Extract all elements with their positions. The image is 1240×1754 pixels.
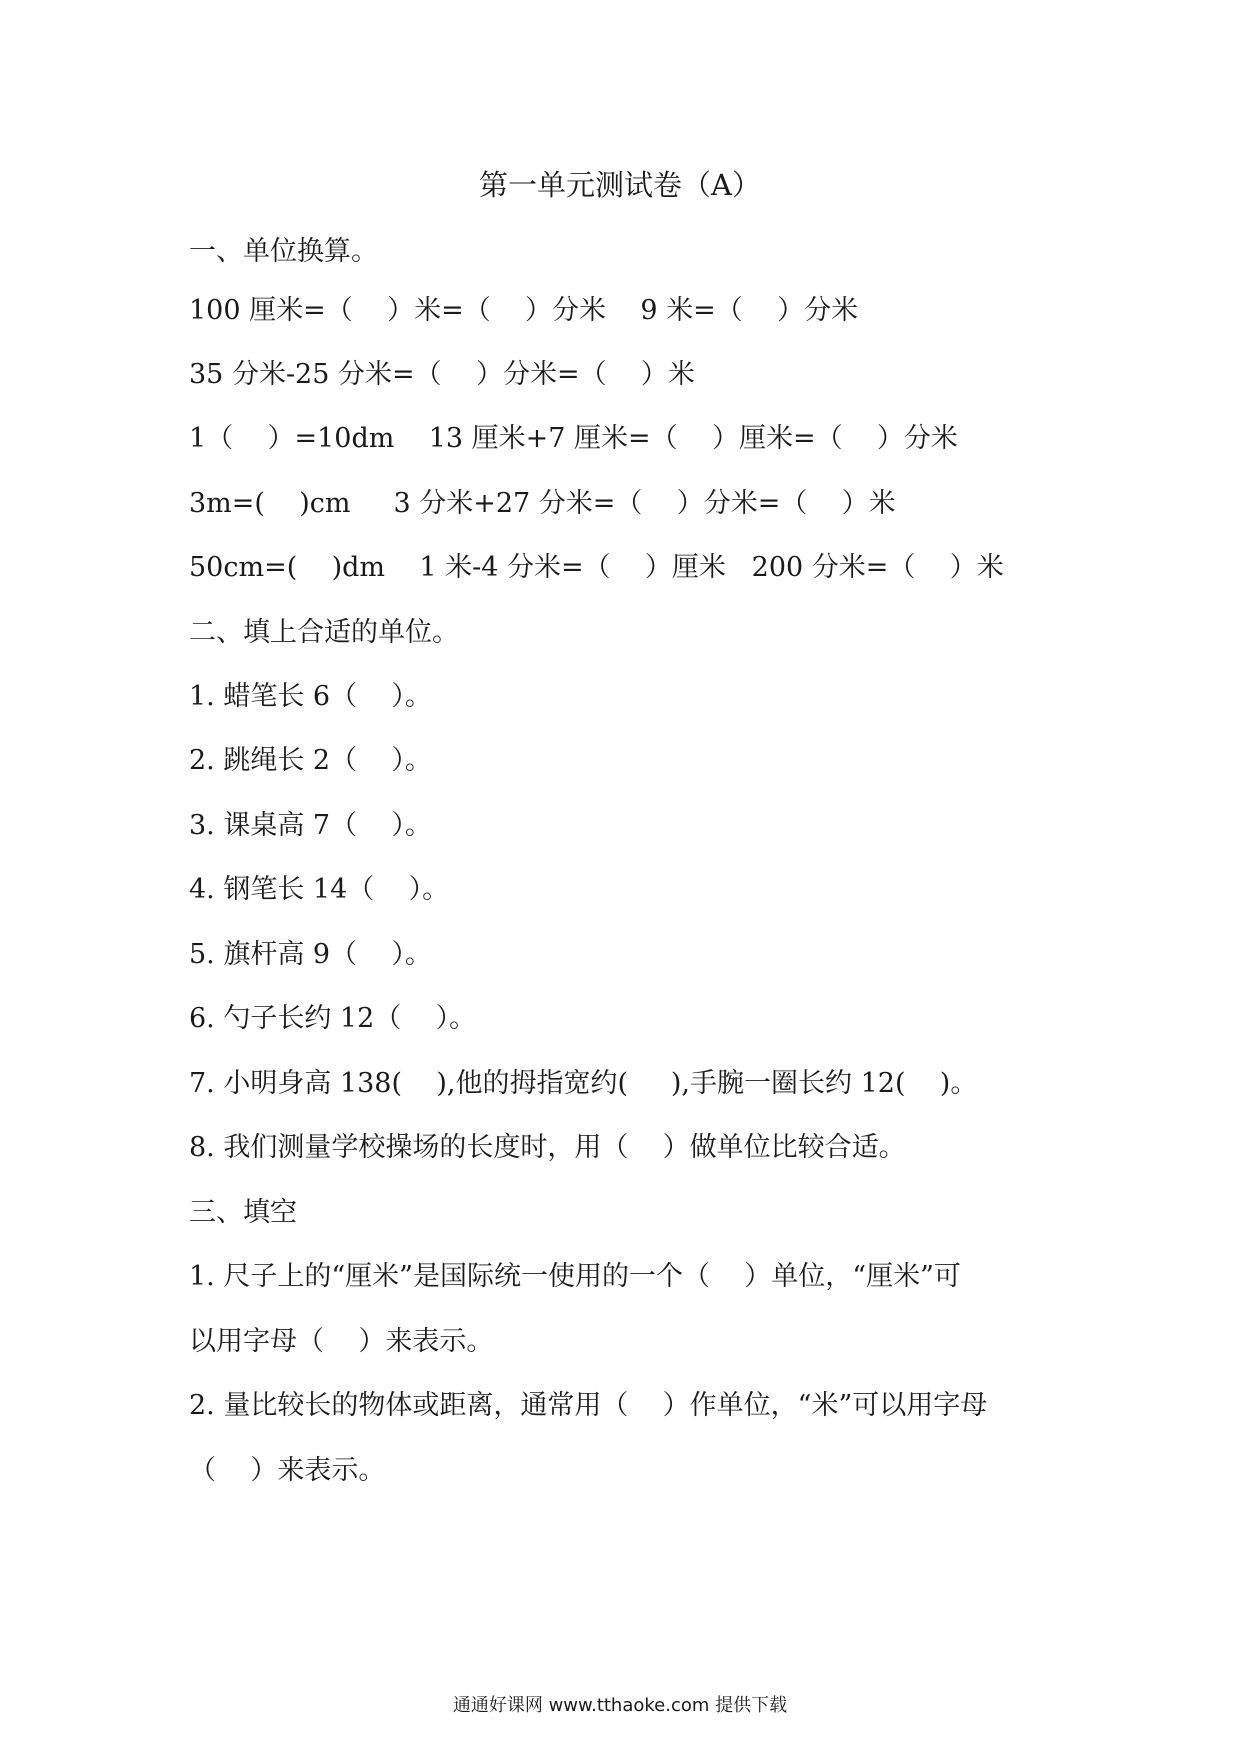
- question-item: 7. 小明身高 138( ),他的拇指宽约( ),手腕一圈长约 12( )。: [189, 1068, 978, 1099]
- question-item: 1. 尺子上的“厘米”是国际统一使用的一个（ ）单位，“厘米”可: [189, 1261, 961, 1292]
- question-item: 8. 我们测量学校操场的长度时，用（ ）做单位比较合适。: [189, 1132, 906, 1163]
- section-heading-unit-conversion: 一、单位换算。: [189, 236, 378, 267]
- page-title: 第一单元测试卷（A）: [479, 168, 761, 202]
- question-item: 6. 勺子长约 12（ ）。: [189, 1003, 477, 1034]
- question-line: 3m=( )cm 3 分米+27 分米=（ ）分米=（ ）米: [189, 488, 896, 519]
- question-item: 2. 跳绳长 2（ ）。: [189, 745, 432, 776]
- question-item: 3. 课桌高 7（ ）。: [189, 810, 432, 841]
- section-heading-fill-units: 二、填上合适的单位。: [189, 617, 459, 648]
- footer-source-note: 通通好课网 www.tthaoke.com 提供下载: [452, 1695, 788, 1716]
- question-line: 100 厘米=（ ）米=（ ）分米 9 米=（ ）分米: [189, 295, 859, 326]
- question-item: 以用字母（ ）来表示。: [189, 1326, 494, 1357]
- question-item: 4. 钢笔长 14（ ）。: [189, 874, 450, 905]
- question-line: 50cm=( )dm 1 米-4 分米=（ ）厘米 200 分米=（ ）米: [189, 552, 1004, 583]
- question-item: 1. 蜡笔长 6（ ）。: [189, 681, 432, 712]
- question-item: （ ）来表示。: [189, 1455, 386, 1486]
- question-line: 1（ ）=10dm 13 厘米+7 厘米=（ ）厘米=（ ）分米: [189, 423, 958, 454]
- question-line: 35 分米-25 分米=（ ）分米=（ ）米: [189, 359, 695, 390]
- section-heading-fill-blanks: 三、填空: [189, 1197, 297, 1228]
- question-item: 5. 旗杆高 9（ ）。: [189, 939, 432, 970]
- question-item: 2. 量比较长的物体或距离，通常用（ ）作单位，“米”可以用字母: [189, 1390, 988, 1421]
